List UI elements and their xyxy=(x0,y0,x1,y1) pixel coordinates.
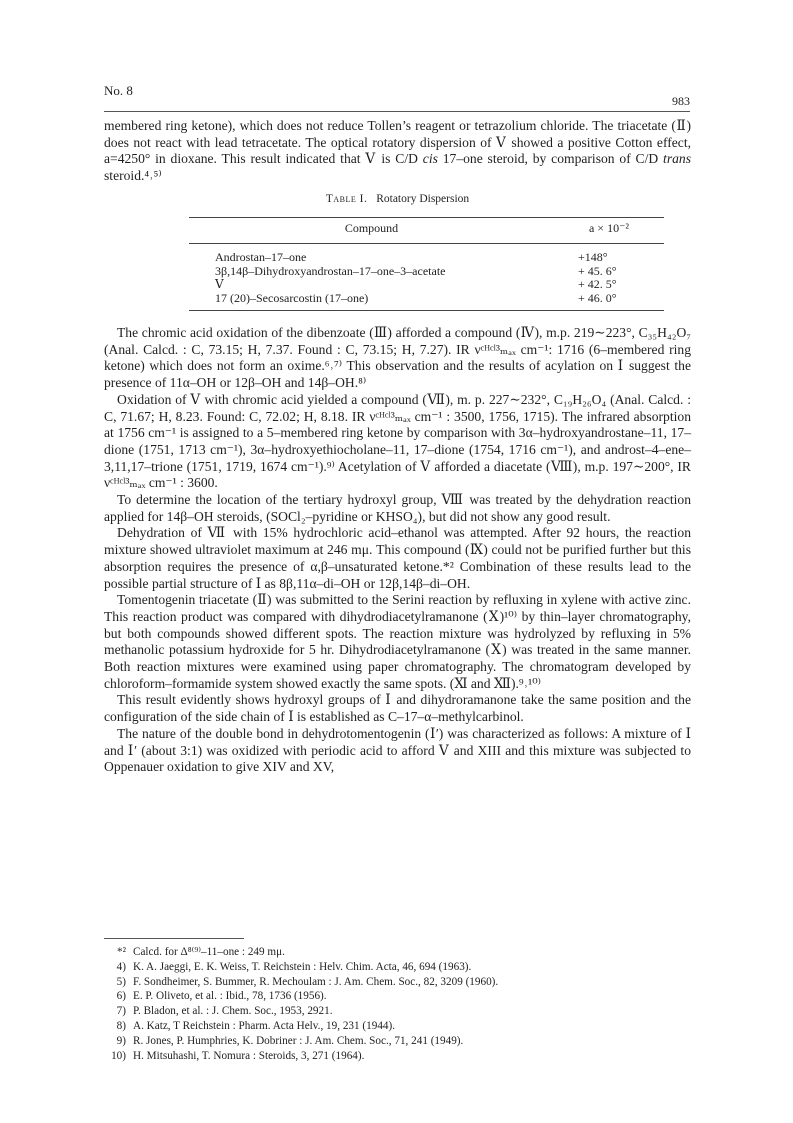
column-header-a: a × 10⁻² xyxy=(554,217,664,244)
cell-compound: Androstan–17–one xyxy=(215,250,307,265)
table-row xyxy=(189,244,664,265)
table-row xyxy=(189,265,664,279)
table-caption: Rotatory Dispersion xyxy=(376,192,470,205)
table-row xyxy=(189,278,664,292)
article-body xyxy=(104,118,691,776)
page-number: 983 xyxy=(672,94,690,108)
cell-compound: 3β,14β–Dihydroxyandrostan–17–one–3–acetate xyxy=(215,263,446,278)
footnote: 9) R. Jones, P. Humphries, K. Dobriner : J. Am. Chem. Soc., 71, 241 (1949). xyxy=(116,1034,464,1047)
cell-compound: Ⅴ xyxy=(215,277,224,292)
footnote: 7) P. Bladon, et al. : J. Chem. Soc., 1953, 2921. xyxy=(116,1005,333,1018)
table-label: Table I. xyxy=(325,192,368,205)
cell-compound: 17 (20)–Secosarcostin (17–one) xyxy=(189,292,554,311)
header-rule xyxy=(104,111,690,112)
footnote: 8) A. Katz, T Reichstein : Pharm. Acta Helv., 19, 231 (1944). xyxy=(116,1019,396,1032)
paragraph-serini-reaction: Tomentogenin triacetate (Ⅱ) was submitted to the Serini reaction by refluxing in xylene with active zinc. This reaction product was compared with dihydrodiacetylramanone (Ⅹ)¹⁰⁾ by thin–layer chromatography, but both compounds showed different spots. The reaction mixture was hydrolyzed by refluxing in 5% methanolic potassium hydroxide for 5 hr. Dihydrodiacetylramanone (Ⅹ) was treated in the same manner. Both reaction mixtures were examined using paper chromatography. The chromatogram developed by chloroform–formamide system showed exactly the same spots. (Ⅺ and Ⅻ).⁹˒¹⁰⁾ xyxy=(104,592,691,691)
footnote-rule xyxy=(104,938,244,939)
cell-a: +148° xyxy=(578,250,608,265)
rotatory-dispersion-table-block xyxy=(104,191,691,311)
paragraph-double-bond: The nature of the double bond in dehydrotomentogenin (Ⅰ′) was characterized as follows: A mixture of Ⅰ and Ⅰ′ (about 3:1) was oxidized with periodic acid to afford Ⅴ and XIII and this mixture was subjected to Oppenauer oxidation to give XIV and XV, xyxy=(104,725,691,775)
paragraph-oxidation-v: Oxidation of Ⅴ with chromic acid yielded a compound (Ⅶ), m. p. 227∼232°, C₁₉H₂₆O₄ (Anal. Calcd. : C, 71.67; H, 8.23. Found: C, 72.02; H, 8.18. IR νᶜᴴᶜˡ³ₘₐₓ cm⁻¹ : 3500, 1756, 1715). The infrared absorption at 1756 cm⁻¹ is assigned to a 5–membered ring ketone by comparison with 3α–hydroxyandrostane–11, 17–dione (1751, 1713 cm⁻¹), 3α–hydroxyethiocholane–11, 17–dione (1754, 1716 cm⁻¹), and androst–4–ene–3,11,17–trione (1751, 1719, 1674 cm⁻¹).⁹⁾ Acetylation of Ⅴ afforded a diacetate (Ⅷ), m.p. 197∼200°, IR νᶜᴴᶜˡ³ₘₐₓ cm⁻¹ : 3600. xyxy=(104,391,691,491)
paragraph-dehydration: Dehydration of Ⅶ with 15% hydrochloric acid–ethanol was attempted. After 92 hours, the reaction mixture showed ultraviolet maximum at 246 mμ. This compound (Ⅸ) could not be purified further but this absorption requires the presence of α,β–unsaturated ketone.*² Combination of these results lead to the possible partial structure of Ⅰ as 8β,11α–di–OH or 12β,14β–di–OH. xyxy=(104,525,691,591)
footnotes xyxy=(104,945,691,1063)
footnote: 4) K. A. Jaeggi, E. K. Weiss, T. Reichstein : Helv. Chim. Acta, 46, 694 (1963). xyxy=(116,960,472,973)
footnote: *² Calcd. for Δ⁸⁽⁹⁾–11–one : 249 mμ. xyxy=(117,946,285,958)
cell-a: + 45. 6° xyxy=(578,263,617,278)
cell-a: + 46. 0° xyxy=(554,292,664,311)
footnote: 6) E. P. Oliveto, et al. : Ibid., 78, 1736 (1956). xyxy=(116,990,327,1003)
column-header-compound: Compound xyxy=(189,217,554,244)
paragraph-chromic-oxidation: The chromic acid oxidation of the dibenzoate (Ⅲ) afforded a compound (Ⅳ), m.p. 219∼223°, C₃₅H₄₂O₇ (Anal. Calcd. : C, 73.15; H, 7.37. Found : C, 73.15; H, 7.27). IR νᶜᴴᶜˡ³ₘₐₓ cm⁻¹: 1716 (6–membered ring ketone) which does not form an oxime.⁶˒⁷⁾ This observation and the results of acylation on Ⅰ suggest the presence of 11α–OH or 12β–OH and 14β–OH.⁸⁾ xyxy=(104,325,691,391)
footnote: 5) F. Sondheimer, S. Bummer, R. Mechoulam : J. Am. Chem. Soc., 82, 3209 (1960). xyxy=(116,975,499,988)
rotatory-dispersion-table xyxy=(189,217,664,312)
cell-a: + 42. 5° xyxy=(578,277,617,292)
journal-issue: No. 8 xyxy=(104,83,133,98)
table-row xyxy=(189,292,664,311)
footnote: 10) H. Mitsuhashi, T. Nomura : Steroids, 3, 271 (1964). xyxy=(111,1049,365,1062)
table-title xyxy=(104,191,691,208)
paragraph-tertiary-hydroxyl: To determine the location of the tertiary hydroxyl group, Ⅷ was treated by the dehydration reaction applied for 14β–OH steroids, (SOCl₂–pyridine or KHSO₄), but did not show any good result. xyxy=(104,492,691,524)
paragraph-continued: membered ring ketone), which does not reduce Tollen’s reagent or tetrazolium chloride. The triacetate (Ⅱ) does not react with lead tetracetate. The optical rotatory dispersion of Ⅴ showed a positive Cotton effect, a=4250° in dioxane. This result indicated that Ⅴ is C/D cis 17–one steroid, by comparison of C/D trans steroid.⁴˒⁵⁾ xyxy=(104,118,691,184)
paragraph-hydroxyl-result: This result evidently shows hydroxyl groups of Ⅰ and dihydroramanone take the same position and the configuration of the side chain of Ⅰ is established as C–17–α–methylcarbinol. xyxy=(104,692,691,725)
